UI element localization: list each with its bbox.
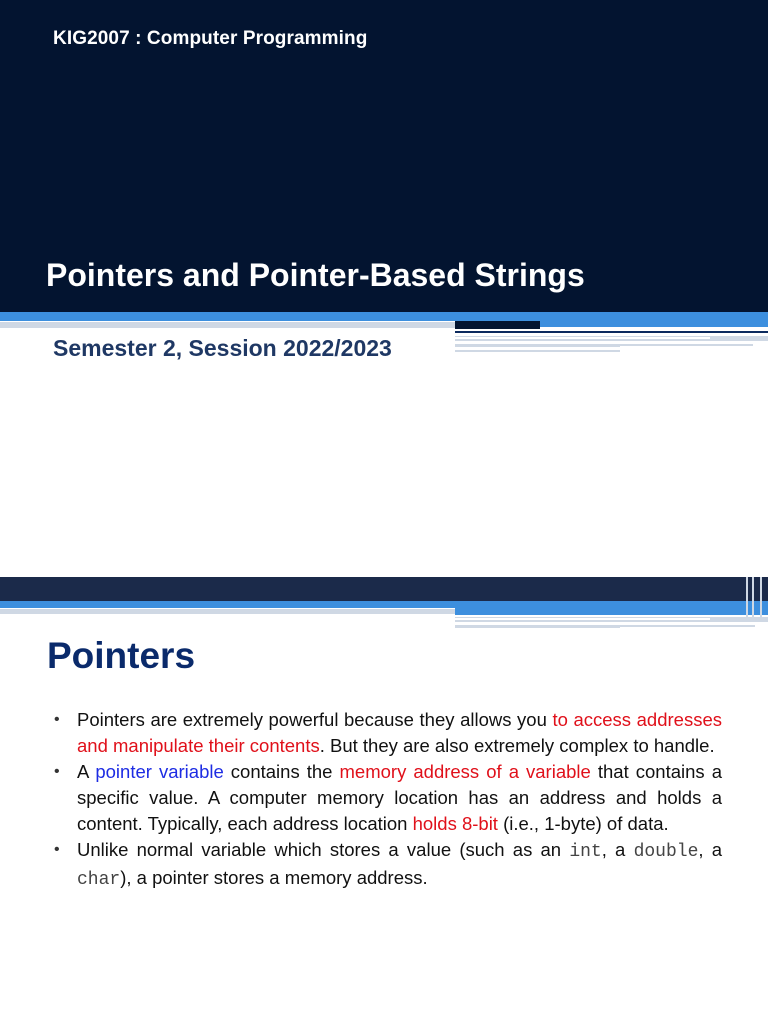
bullet-text: , a bbox=[601, 839, 634, 860]
bullet-text: Pointers are extremely powerful because they allows you bbox=[77, 709, 553, 730]
bullet-text: ), a pointer stores a memory address. bbox=[120, 867, 428, 888]
bullet-text: , a bbox=[698, 839, 723, 860]
accent-band-right bbox=[455, 601, 768, 615]
dark-band bbox=[455, 321, 540, 329]
bullet-item bbox=[52, 759, 722, 837]
thin-line-3 bbox=[455, 625, 620, 628]
vertical-line-1 bbox=[746, 577, 748, 617]
grey-band bbox=[0, 609, 455, 614]
thin-line-6 bbox=[455, 350, 620, 352]
vertical-line-3 bbox=[760, 577, 762, 617]
bullet-icon: • bbox=[54, 711, 60, 728]
accent-band-right bbox=[540, 312, 768, 327]
slide-subtitle: Semester 2, Session 2022/2023 bbox=[53, 335, 392, 361]
bullet-icon: • bbox=[54, 763, 60, 780]
bullet-text: . But they are also extremely complex to handle. bbox=[319, 735, 715, 756]
bullet-text: that contains a specific value. A computer memory location has an address and holds a content. Typically, each address location bbox=[77, 761, 722, 834]
term-text: pointer variable bbox=[95, 761, 224, 782]
thin-line-3 bbox=[455, 337, 710, 339]
thin-line-5 bbox=[620, 344, 753, 346]
course-title: KIG2007 : Computer Programming bbox=[53, 28, 368, 49]
content-slide bbox=[0, 577, 768, 1024]
vertical-line-2 bbox=[752, 577, 754, 617]
thin-line-1 bbox=[455, 331, 768, 333]
bullet-item bbox=[52, 707, 722, 759]
highlight-text: memory address of a variable bbox=[339, 761, 591, 782]
highlight-text: holds 8-bit bbox=[412, 813, 498, 834]
header-band bbox=[0, 577, 768, 601]
bullet-text: A bbox=[77, 761, 96, 782]
slide-title: Pointers and Pointer-Based Strings bbox=[46, 257, 585, 293]
bullet-text: Unlike normal variable which stores a value (such as an bbox=[77, 839, 570, 860]
bullet-item bbox=[52, 837, 722, 893]
thin-line-2 bbox=[455, 618, 710, 620]
highlight-text: to access addresses and manipulate their contents bbox=[77, 709, 722, 756]
bullet-text: (i.e., 1-byte) of data. bbox=[497, 813, 669, 834]
section-heading: Pointers bbox=[47, 635, 196, 676]
bullet-text: contains the bbox=[223, 761, 340, 782]
bullet-icon: • bbox=[54, 841, 60, 858]
code-keyword: char bbox=[77, 870, 121, 890]
code-keyword: double bbox=[633, 842, 699, 862]
bullet-list bbox=[52, 707, 722, 893]
thin-line-4 bbox=[455, 344, 620, 347]
grey-band bbox=[0, 322, 455, 328]
thin-line-4 bbox=[620, 625, 755, 627]
code-keyword: int bbox=[569, 842, 602, 862]
